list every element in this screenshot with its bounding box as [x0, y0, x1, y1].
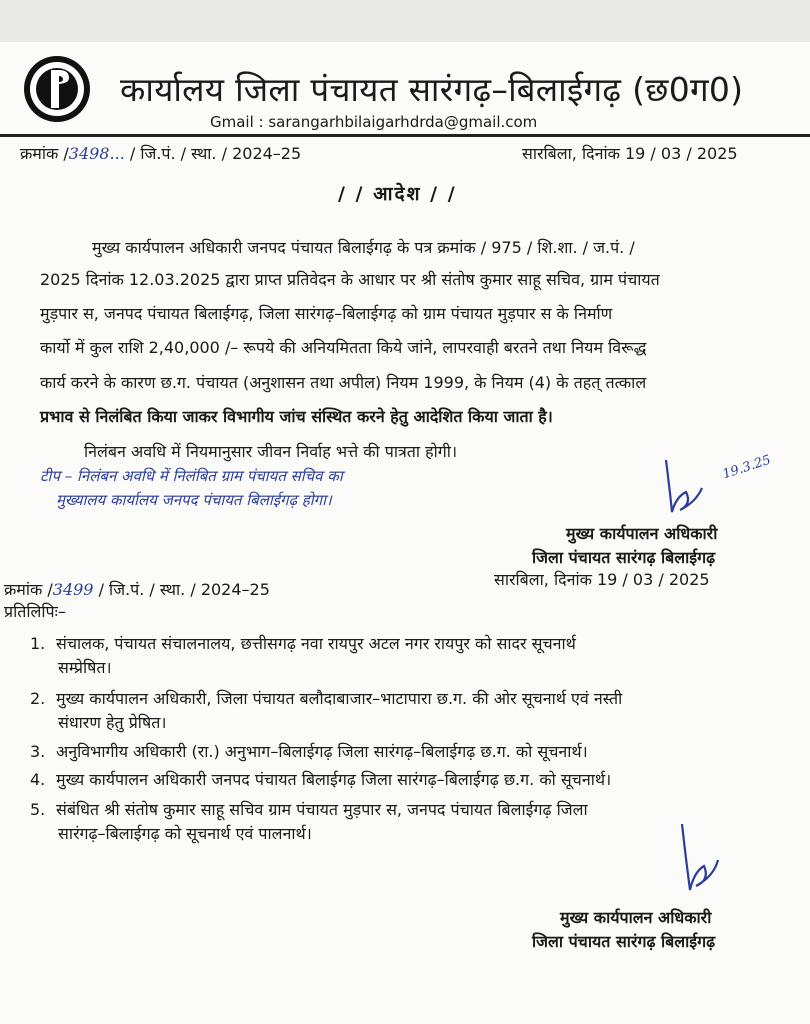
ref2-prefix: क्रमांक /	[4, 580, 53, 599]
handwritten-note-line-2: मुख्यालय कार्यालय जनपद पंचायत बिलाईगढ़ होगा।	[56, 491, 332, 509]
office-title: कार्यालय जिला पंचायत सारंगढ़–बिलाईगढ़ (छ0ग0)	[120, 70, 744, 109]
copy-heading: प्रतिलिपिः–	[4, 602, 66, 621]
reference-number-2	[4, 578, 270, 600]
signatory-office-1: जिला पंचायत सारंगढ़ बिलाईगढ़	[532, 548, 716, 567]
handwritten-signature-1	[656, 452, 806, 522]
copy-number: 3.	[30, 742, 46, 761]
copy-item-4	[30, 768, 611, 790]
copy-item-2	[30, 687, 622, 709]
copy-item-3	[30, 740, 588, 762]
copy-item-2-cont: संधारण हेतु प्रेषित।	[58, 713, 167, 732]
copy-item-1-cont: सम्प्रेषित।	[58, 658, 112, 677]
signatory-designation-2: मुख्य कार्यपालन अधिकारी	[560, 908, 712, 927]
signature-date: 19.3.25	[720, 452, 773, 483]
header-divider	[0, 134, 810, 137]
body-line-6: प्रभाव से निलंबित किया जाकर विभागीय जांच संस्थित करने हेतु आदेशित किया जाता है।	[40, 407, 553, 426]
order-title: / / आदेश / /	[338, 183, 457, 205]
place-date-2: सारबिला, दिनांक 19 / 03 / 2025	[494, 570, 710, 589]
body-line-2: 2025 दिनांक 12.03.2025 द्वारा प्राप्त प्रतिवेदन के आधार पर श्री संतोष कुमार साहू सचिव, ग्राम पंचायत	[40, 270, 660, 289]
copy-text: मुख्य कार्यपालन अधिकारी जनपद पंचायत बिलाईगढ़ जिला सारंगढ़–बिलाईगढ़ छ.ग. को सूचनार्थ।	[56, 770, 612, 789]
body-line-4: कार्यो में कुल राशि 2,40,000 /– रूपये की अनियमितता किये जांने, लापरवाही बरतने तथा नियम विरूद्ध	[40, 338, 647, 357]
ref-prefix: क्रमांक /	[20, 144, 69, 163]
ref-number-handwritten: 3498...	[68, 144, 125, 163]
copy-item-5-cont: सारंगढ़–बिलाईगढ़ को सूचनार्थ एवं पालनार्थ।	[58, 824, 312, 843]
signatory-office-2: जिला पंचायत सारंगढ़ बिलाईगढ़	[532, 932, 716, 951]
copy-item-5	[30, 798, 588, 820]
body-line-1: मुख्य कार्यपालन अधिकारी जनपद पंचायत बिलाईगढ़ के पत्र क्रमांक / 975 / शि.शा. / ज.पं. /	[92, 238, 635, 257]
signatory-designation-1: मुख्य कार्यपालन अधिकारी	[566, 524, 718, 543]
office-email: Gmail : sarangarhbilaigarhdrda@gmail.com	[210, 113, 538, 131]
body-line-5: कार्य करने के कारण छ.ग. पंचायत (अनुशासन तथा अपील) नियम 1999, के नियम (4) के तहत् तत्काल	[40, 373, 647, 392]
copy-text: अनुविभागीय अधिकारी (रा.) अनुभाग–बिलाईगढ़ जिला सारंगढ़–बिलाईगढ़ छ.ग. को सूचनार्थ।	[56, 742, 588, 761]
place-date-1: सारबिला, दिनांक 19 / 03 / 2025	[522, 144, 738, 163]
copy-item-1	[30, 632, 576, 654]
ref2-suffix: / जि.पं. / स्था. / 2024–25	[98, 580, 270, 599]
copy-number: 1.	[30, 634, 46, 653]
copy-text: संबंधित श्री संतोष कुमार साहू सचिव ग्राम पंचायत मुड़पार स, जनपद पंचायत बिलाईगढ़ जिला	[56, 800, 588, 819]
copy-text: संचालक, पंचायत संचालनालय, छत्तीसगढ़ नवा रायपुर अटल नगर रायपुर को सादर सूचनार्थ	[56, 634, 576, 653]
copy-number: 2.	[30, 689, 46, 708]
panchayat-logo	[24, 56, 90, 122]
ref-suffix: / जि.पं. / स्था. / 2024–25	[129, 144, 302, 163]
reference-number-1	[20, 142, 301, 164]
ref2-number-handwritten: 3499	[52, 580, 94, 599]
browser-top-strip	[0, 0, 810, 42]
body-line-3: मुड़पार स, जनपद पंचायत बिलाईगढ़, जिला सारंगढ़–बिलाईगढ़ को ग्राम पंचायत मुड़पार स के निर्माण	[40, 304, 613, 323]
copy-text: मुख्य कार्यपालन अधिकारी, जिला पंचायत बलौदाबाजार–भाटापारा छ.ग. की ओर सूचनार्थ एवं नस्ती	[56, 689, 623, 708]
copy-number: 4.	[30, 770, 46, 789]
subsistence-note: निलंबन अवधि में नियमानुसार जीवन निर्वाह भत्ते की पात्रता होगी।	[84, 442, 458, 461]
handwritten-note-line-1: टीप – निलंबन अवधि में निलंबित ग्राम पंचायत सचिव का	[40, 467, 343, 485]
handwritten-signature-2	[670, 820, 740, 900]
copy-number: 5.	[30, 800, 46, 819]
